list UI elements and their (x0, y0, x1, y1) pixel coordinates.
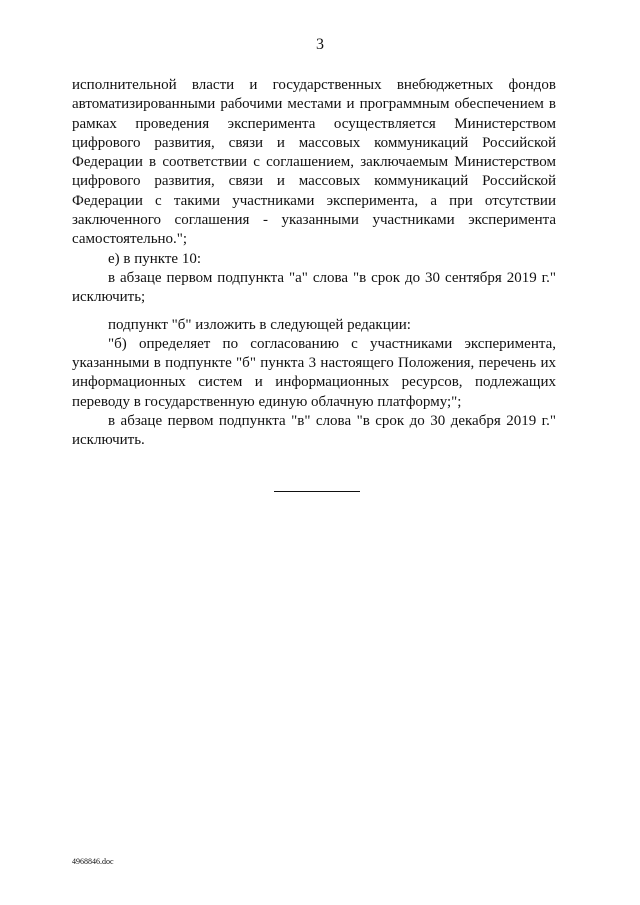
paragraph-subitem-a: в абзаце первом подпункта "а" слова "в срок до 30 сентября 2019 г." исключить; (72, 269, 556, 306)
paragraph-item-e: е) в пункте 10: (108, 250, 202, 267)
end-of-text-line (274, 491, 360, 492)
footer-file-code: 4968846.doc (72, 857, 114, 866)
document-body (72, 76, 556, 451)
paragraph-subitem-v: в абзаце первом подпункта "в" слова "в срок до 30 декабря 2019 г." исключить. (72, 413, 556, 449)
paragraph-subitem-b-intro: подпункт "б" изложить в следующей редакции: (108, 316, 411, 333)
paragraph-subitem-b-text: "б) определяет по согласованию с участниками эксперимента, указанными в подпункте "б" пункта 3 настоящего Положения, перечень их информационных систем и информационных ресурсов, подлежащих переводу в государственную единую облачную платформу;"; (72, 335, 556, 410)
paragraph-continuation: исполнительной власти и государственных внебюджетных фондов автоматизированными рабочими местами и программным обеспечением в рамках проведения эксперимента осуществляется Министерством цифрового развития, связи и массовых коммуникаций Российской Федерации в соответствии с соглашением, заключаемым Министерством цифрового развития, связи и массовых коммуникаций Российской Федерации с такими участниками эксперимента, а при отсутствии заключенного соглашения - указанными участниками эксперимента самостоятельно."; (72, 77, 556, 248)
page-number: 3 (316, 36, 324, 53)
